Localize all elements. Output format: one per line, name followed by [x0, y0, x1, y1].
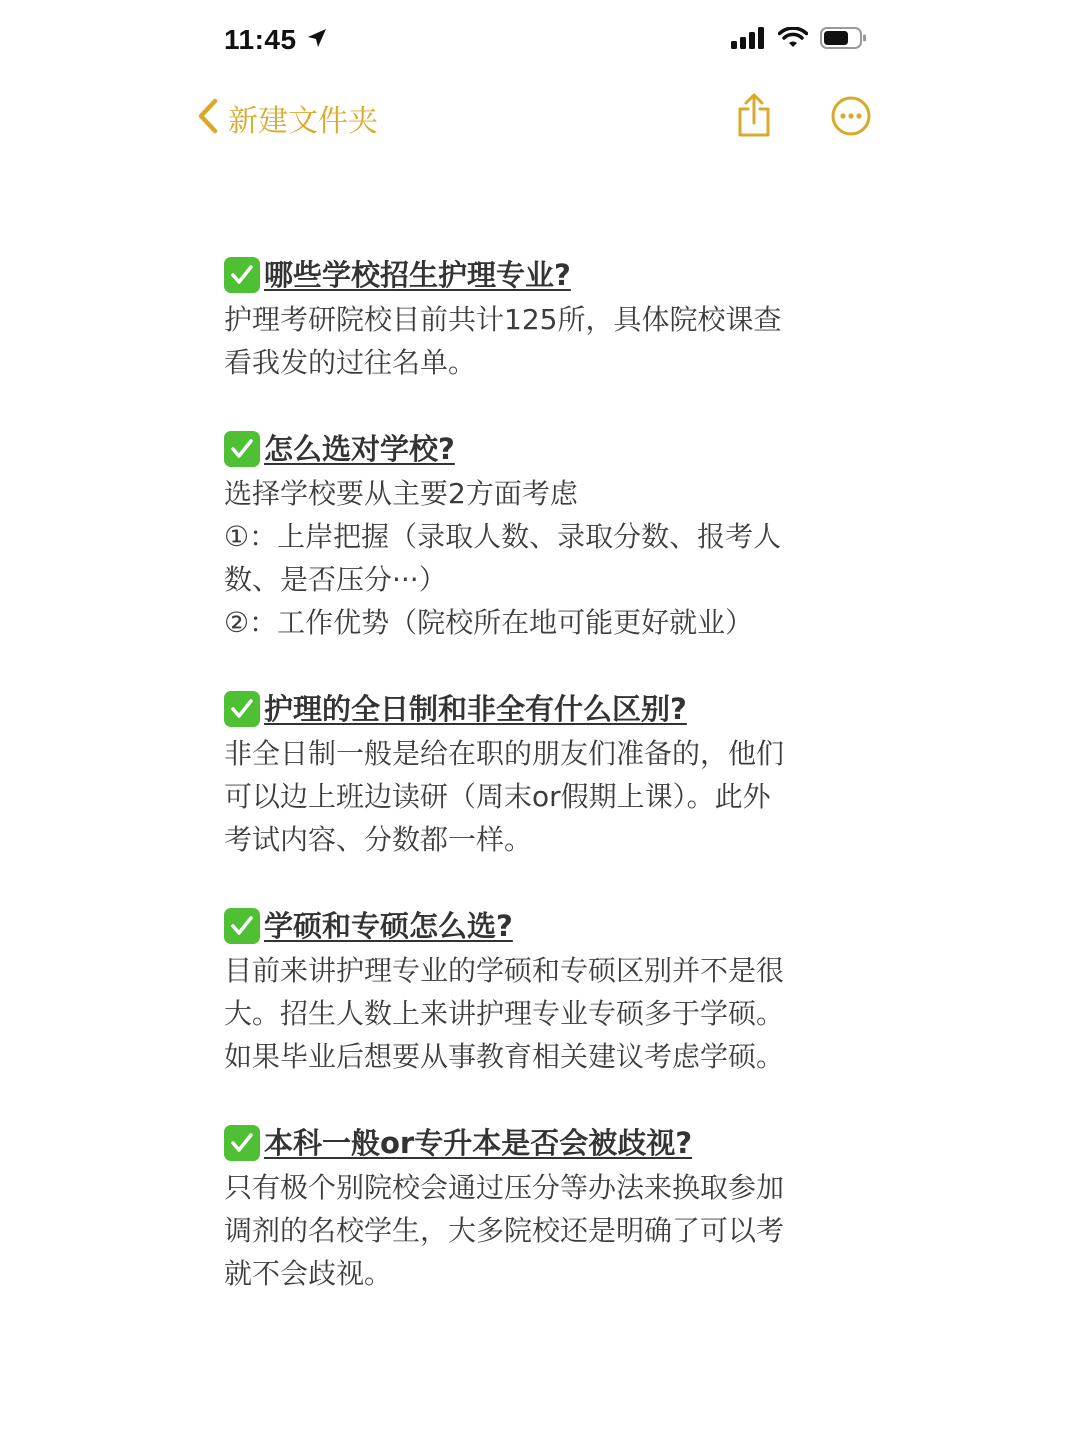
- back-button[interactable]: [196, 96, 378, 140]
- chevron-left-icon: [196, 97, 220, 139]
- status-right: [730, 26, 868, 54]
- section-heading: [224, 1120, 854, 1166]
- status-left: [224, 24, 329, 56]
- section-heading-text: 本科一般or专升本是否会被歧视?: [264, 1126, 693, 1160]
- note-section: [224, 426, 854, 644]
- nav-actions: [734, 93, 872, 143]
- section-heading-text: 护理的全日制和非全有什么区别?: [264, 692, 687, 726]
- note-section: [224, 903, 854, 1078]
- status-time: 11:45: [224, 24, 297, 55]
- note-section: [224, 1120, 854, 1295]
- section-body: 非全日制一般是给在职的朋友们准备的，他们 可以边上班边读研（周末or假期上课）。此外 考试内容、分数都一样。: [224, 737, 785, 856]
- section-body: 选择学校要从主要2方面考虑 ①：上岸把握（录取人数、录取分数、报考人 数、是否压分···） ②：工作优势（院校所在地可能更好就业）: [224, 477, 782, 639]
- note-section: [224, 252, 854, 384]
- section-heading-text: 怎么选对学校?: [264, 432, 455, 466]
- status-bar: [224, 18, 868, 62]
- share-button[interactable]: [734, 93, 774, 143]
- section-heading: [224, 426, 854, 472]
- check-mark-icon: [224, 257, 260, 293]
- share-icon: [734, 93, 774, 143]
- check-mark-icon: [224, 1125, 260, 1161]
- section-body: 只有极个别院校会通过压分等办法来换取参加 调剂的名校学生，大多院校还是明确了可以考 就不会歧视。: [224, 1171, 785, 1290]
- battery-icon: [820, 26, 868, 54]
- cellular-signal-icon: [730, 27, 766, 53]
- check-mark-icon: [224, 431, 260, 467]
- section-body: 目前来讲护理专业的学硕和专硕区别并不是很 大。招生人数上来讲护理专业专硕多于学硕。 如果毕业后想要从事教育相关建议考虑学硕。: [224, 954, 785, 1073]
- location-arrow-icon: [305, 26, 329, 54]
- section-heading: [224, 252, 854, 298]
- check-mark-icon: [224, 908, 260, 944]
- note-section: [224, 686, 854, 861]
- note-body[interactable]: [224, 252, 854, 1337]
- section-heading: [224, 686, 854, 732]
- back-label: 新建文件夹: [228, 104, 378, 139]
- section-heading-text: 学硕和专硕怎么选?: [264, 909, 513, 943]
- section-heading-text: 哪些学校招生护理专业?: [264, 258, 571, 292]
- section-heading: [224, 903, 854, 949]
- more-icon: [830, 95, 872, 141]
- section-body: 护理考研院校目前共计125所，具体院校课查 看我发的过往名单。: [224, 303, 782, 379]
- wifi-icon: [778, 27, 808, 53]
- more-button[interactable]: [830, 95, 872, 141]
- check-mark-icon: [224, 691, 260, 727]
- nav-bar: [196, 88, 872, 148]
